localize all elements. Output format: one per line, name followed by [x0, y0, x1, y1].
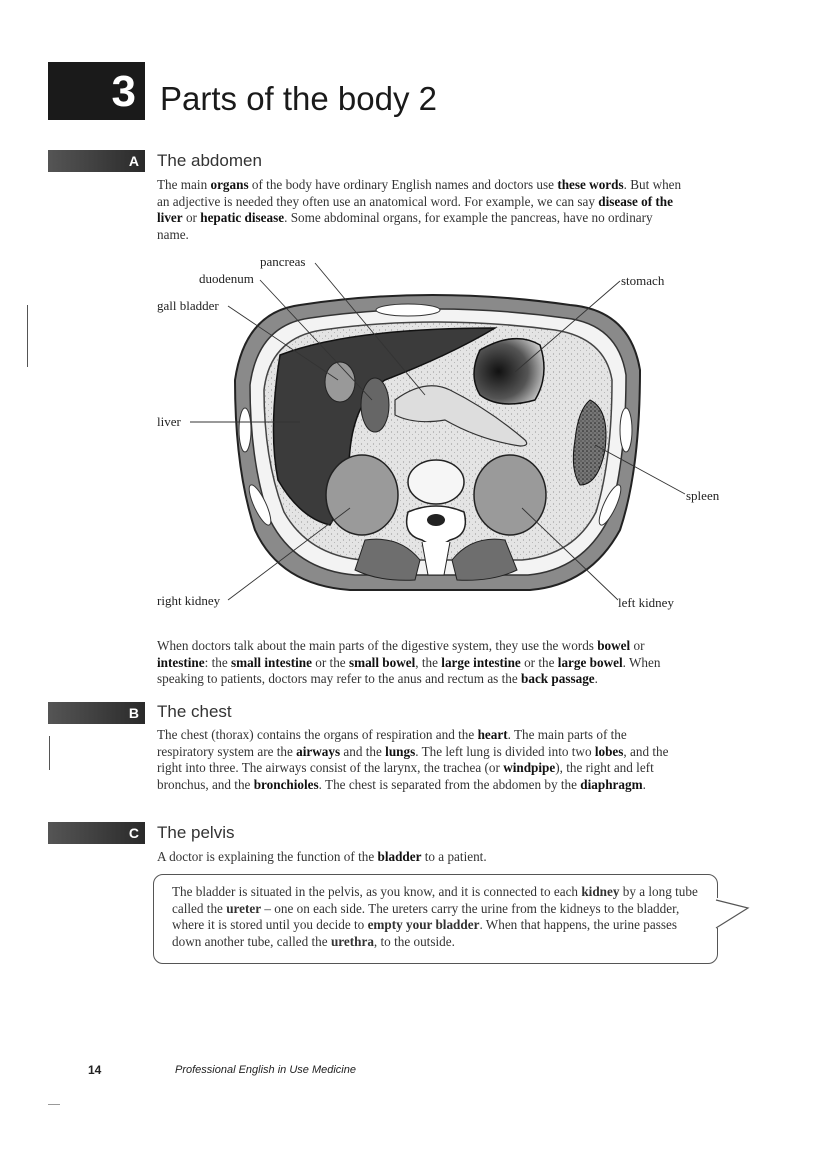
section-b-letter: B [128, 705, 139, 721]
section-a-title: The abdomen [157, 151, 262, 170]
margin-mark [49, 736, 50, 770]
stomach-shape [474, 339, 544, 404]
label-stomach: stomach [621, 273, 665, 288]
page-number: 14 [88, 1063, 102, 1077]
label-liver: liver [157, 414, 181, 429]
abdomen-cross-section-diagram [150, 250, 730, 620]
right-kidney-shape [326, 455, 398, 535]
speech-bubble-text: The bladder is situated in the pelvis, as you know, and it is connected to each kidney by a long tube called the ureter – one on each side. The ureters carry the urine from the kidneys to the bladder, where it is stored until you decide to empty your bladder. When that happens, the urine passes down another tube, called the urethra, to the outside. [172, 884, 698, 949]
label-right-kidney: right kidney [157, 593, 221, 608]
section-b-title: The chest [157, 702, 232, 721]
label-spleen: spleen [686, 488, 720, 503]
rib-shape [239, 408, 251, 452]
left-kidney-shape [474, 455, 546, 535]
gall-bladder-shape [325, 362, 355, 402]
section-c-title: The pelvis [157, 823, 235, 842]
rib-shape [620, 408, 632, 452]
label-left-kidney: left kidney [618, 595, 674, 610]
footer-mark [48, 1104, 60, 1105]
section-a-digestive-text: When doctors talk about the main parts of the digestive system, they use the words bowel or intestine: the small intestine or the small bowel, the large intestine or the large bowel. When speaking to patients, doctors may refer to the anus and rectum as the back passage. [157, 638, 661, 686]
speech-bubble-tail [712, 892, 752, 936]
duodenum-shape [361, 378, 389, 432]
section-c-letter: C [128, 825, 139, 841]
rib-cartilage-shape [376, 304, 440, 316]
section-b-text: The chest (thorax) contains the organs of respiration and the heart. The main parts of the respiratory system are the airways and the lungs. The left lung is divided into two lobes, and the right into three. The airways consist of the larynx, the trachea (or windpipe), the right and left bronchus, and the bronchioles. The chest is separated from the abdomen by the diaphragm. [157, 727, 669, 792]
section-c-intro: A doctor is explaining the function of the bladder to a patient. [157, 849, 487, 864]
section-a-letter: A [128, 153, 139, 169]
label-gall-bladder: gall bladder [157, 298, 219, 313]
section-a-intro: The main organs of the body have ordinary English names and doctors use these words. But when an adjective is needed they often use an anatomical word. For example, we can say disease of the liver or hepatic disease. Some abdominal organs, for example the pancreas, have no ordinary name. [157, 177, 682, 242]
unit-number: 3 [111, 67, 136, 116]
book-title: Professional English in Use Medicine [175, 1064, 356, 1076]
label-pancreas: pancreas [260, 254, 306, 269]
unit-title: Parts of the body 2 [160, 80, 438, 117]
label-duodenum: duodenum [199, 271, 254, 286]
margin-mark [27, 305, 28, 367]
